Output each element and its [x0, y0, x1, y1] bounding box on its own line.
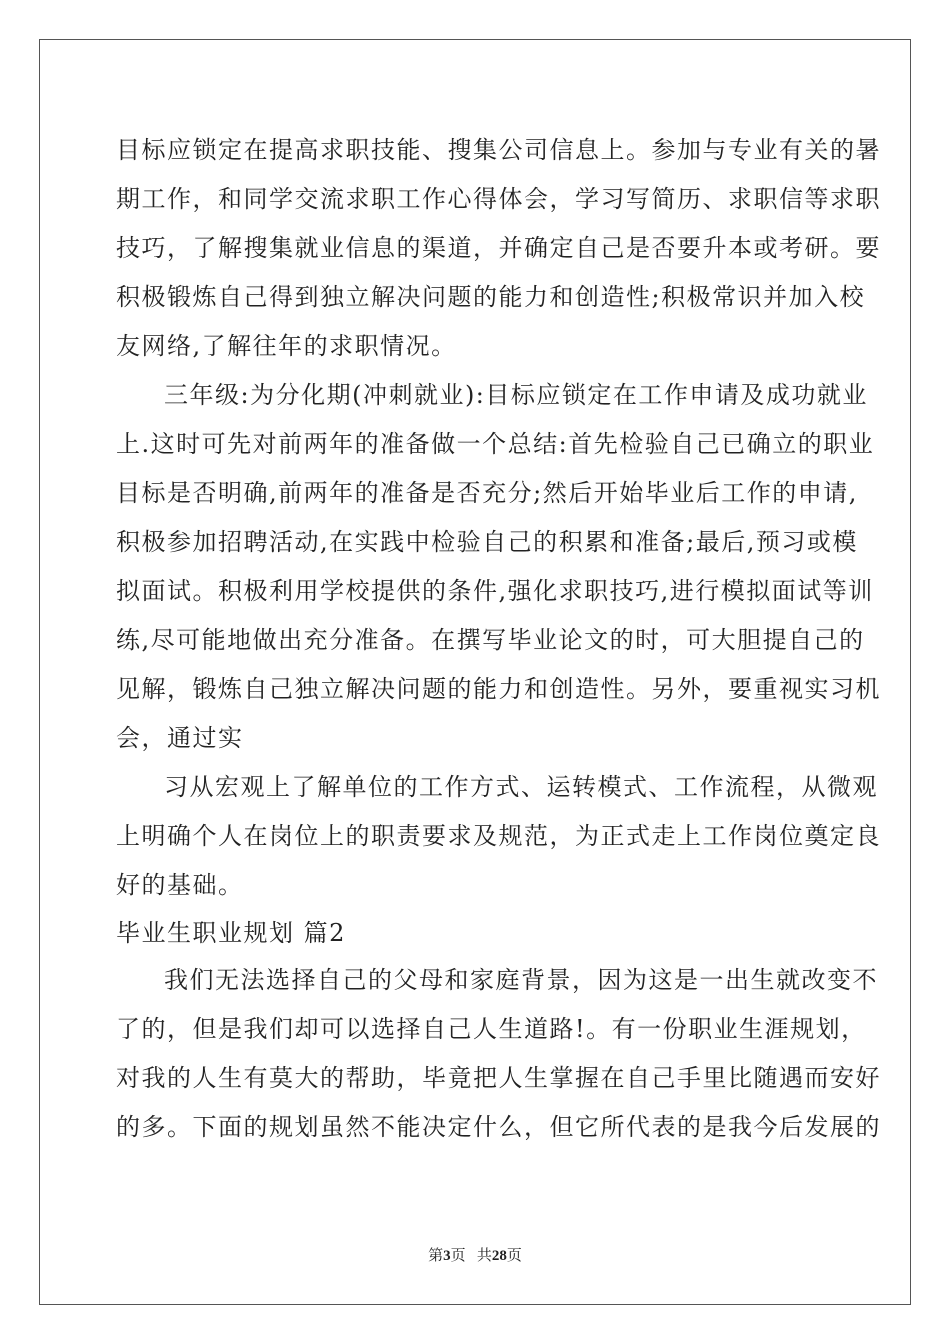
paragraph: [116, 956, 881, 1152]
text-line: 我们无法选择自己的父母和家庭背景，因为这是一出生就改变不: [164, 966, 878, 994]
text-line: 三年级:为分化期(冲刺就业):目标应锁定在工作申请及成功就业: [164, 381, 868, 409]
text-line: 好的基础。: [116, 871, 244, 899]
section-heading: 毕业生职业规划 篇2: [116, 919, 346, 947]
text-line: 上.这时可先对前两年的准备做一个总结:首先检验自己已确立的职业: [116, 430, 875, 458]
text-line: 对我的人生有莫大的帮助，毕竟把人生掌握在自己手里比随遇而安好: [116, 1064, 881, 1092]
text-line: 拟面试。积极利用学校提供的条件,强化求职技巧,进行模拟面试等训: [116, 577, 874, 605]
page-footer: [0, 1244, 950, 1265]
text-line: 友网络,了解往年的求职情况。: [116, 332, 457, 360]
text-line: 练,尽可能地做出充分准备。在撰写毕业论文的时，可大胆提自己的: [116, 626, 865, 654]
text-line: 目标应锁定在提高求职技能、搜集公司信息上。参加与专业有关的暑: [116, 136, 881, 164]
total-prefix: 共: [476, 1248, 492, 1264]
text-line: 目标是否明确,前两年的准备是否充分;然后开始毕业后工作的申请,: [116, 479, 858, 507]
total-page-count: 28: [491, 1248, 507, 1264]
text-line: 积极参加招聘活动,在实践中检验自己的积累和准备;最后,预习或模: [116, 528, 858, 556]
text-line: 积极锻炼自己得到独立解决问题的能力和创造性;积极常识并加入校: [116, 283, 866, 311]
text-line: 了的，但是我们却可以选择自己人生道路!。有一份职业生涯规划，: [116, 1015, 867, 1043]
text-line: 习从宏观上了解单位的工作方式、运转模式、工作流程，从微观: [164, 773, 878, 801]
paragraph: [116, 763, 881, 910]
paragraph: [116, 126, 881, 371]
text-line: 见解，锻炼自己独立解决问题的能力和创造性。另外，要重视实习机: [116, 675, 881, 703]
paragraph: [116, 371, 881, 763]
text-line: 的多。下面的规划虽然不能决定什么，但它所代表的是我今后发展的: [116, 1113, 881, 1141]
current-page-number: 3: [443, 1248, 451, 1264]
text-line: 上明确个人在岗位上的职责要求及规范，为正式走上工作岗位奠定良: [116, 822, 881, 850]
page-prefix: 第: [428, 1248, 444, 1264]
text-line: 会，通过实: [116, 724, 244, 752]
total-suffix: 页: [506, 1248, 522, 1264]
text-line: 期工作，和同学交流求职工作心得体会，学习写简历、求职信等求职: [116, 185, 881, 213]
document-body: [116, 126, 881, 1152]
text-line: 技巧，了解搜集就业信息的渠道，并确定自己是否要升本或考研。要: [116, 234, 881, 262]
page-suffix: 页: [450, 1248, 466, 1264]
